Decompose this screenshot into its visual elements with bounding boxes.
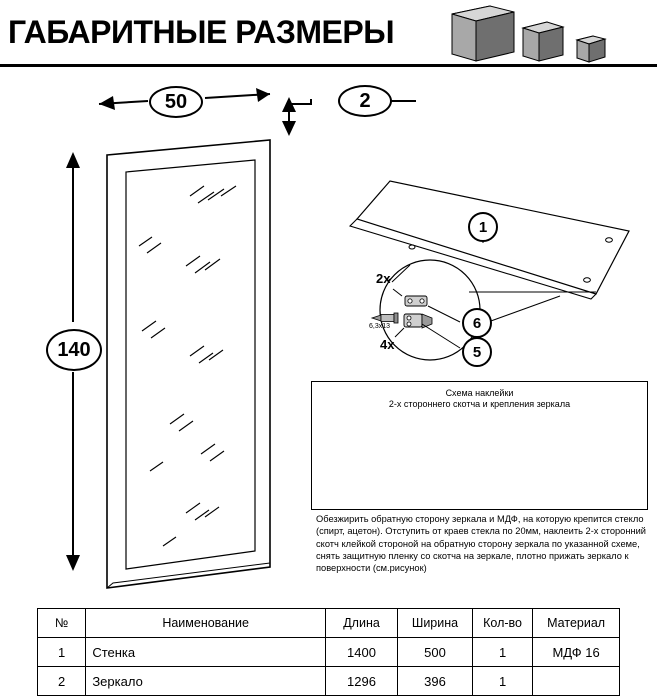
header-width: Ширина <box>398 609 473 638</box>
table-row <box>38 667 620 696</box>
thickness-dimension-badge: 2 <box>338 85 392 117</box>
mirror-panel-front-view <box>107 140 270 588</box>
cell-material <box>533 667 620 696</box>
cell-length: 1296 <box>325 667 397 696</box>
header-num: № <box>38 609 86 638</box>
height-dimension-badge: 140 <box>46 329 102 371</box>
screw-icon <box>372 313 398 323</box>
table-header-row <box>38 609 620 638</box>
instruction-title: Схема наклейки <box>445 388 514 398</box>
width-dimension-badge: 50 <box>149 86 203 118</box>
cell-material: МДФ 16 <box>533 638 620 667</box>
header-length: Длина <box>325 609 397 638</box>
callout-5-badge: 5 <box>462 337 492 367</box>
page-title: ГАБАРИТНЫЕ РАЗМЕРЫ <box>8 14 395 50</box>
table-row <box>38 638 620 667</box>
qty-2x-label: 2x <box>376 271 391 286</box>
instruction-subtitle: 2-х стороннего скотча и крепления зеркала <box>388 399 571 409</box>
cell-name: Зеркало <box>86 667 326 696</box>
header-qty: Кол-во <box>472 609 532 638</box>
callout-1-badge: 1 <box>468 212 498 242</box>
cell-num: 1 <box>38 638 86 667</box>
boxes-icon <box>452 6 605 62</box>
qty-4x-label: 4x <box>380 337 395 352</box>
cell-qty: 1 <box>472 638 532 667</box>
header-material: Материал <box>533 609 620 638</box>
screw-spec-label: 6,3x13 <box>369 323 391 330</box>
callout-6-badge: 6 <box>462 308 492 338</box>
cell-width: 396 <box>398 667 473 696</box>
cell-name: Стенка <box>86 638 326 667</box>
header-name: Наименование <box>86 609 326 638</box>
cell-length: 1400 <box>325 638 397 667</box>
cell-width: 500 <box>398 638 473 667</box>
instruction-body: Обезжирить обратную сторону зеркала и МДФ, на которую крепится стекло (спирт, ацетон). Отступить от краев стекла по 20мм, наклеить 2-х сторонний скотч клейкой стороной на обратную сторону зеркала по указанной схеме, снять защитную пленку со скотча на зеркале, плотно прижать зеркало к поверхности (см.рисунок) <box>316 514 646 574</box>
cell-num: 2 <box>38 667 86 696</box>
parts-table <box>37 608 620 696</box>
cell-qty: 1 <box>472 667 532 696</box>
